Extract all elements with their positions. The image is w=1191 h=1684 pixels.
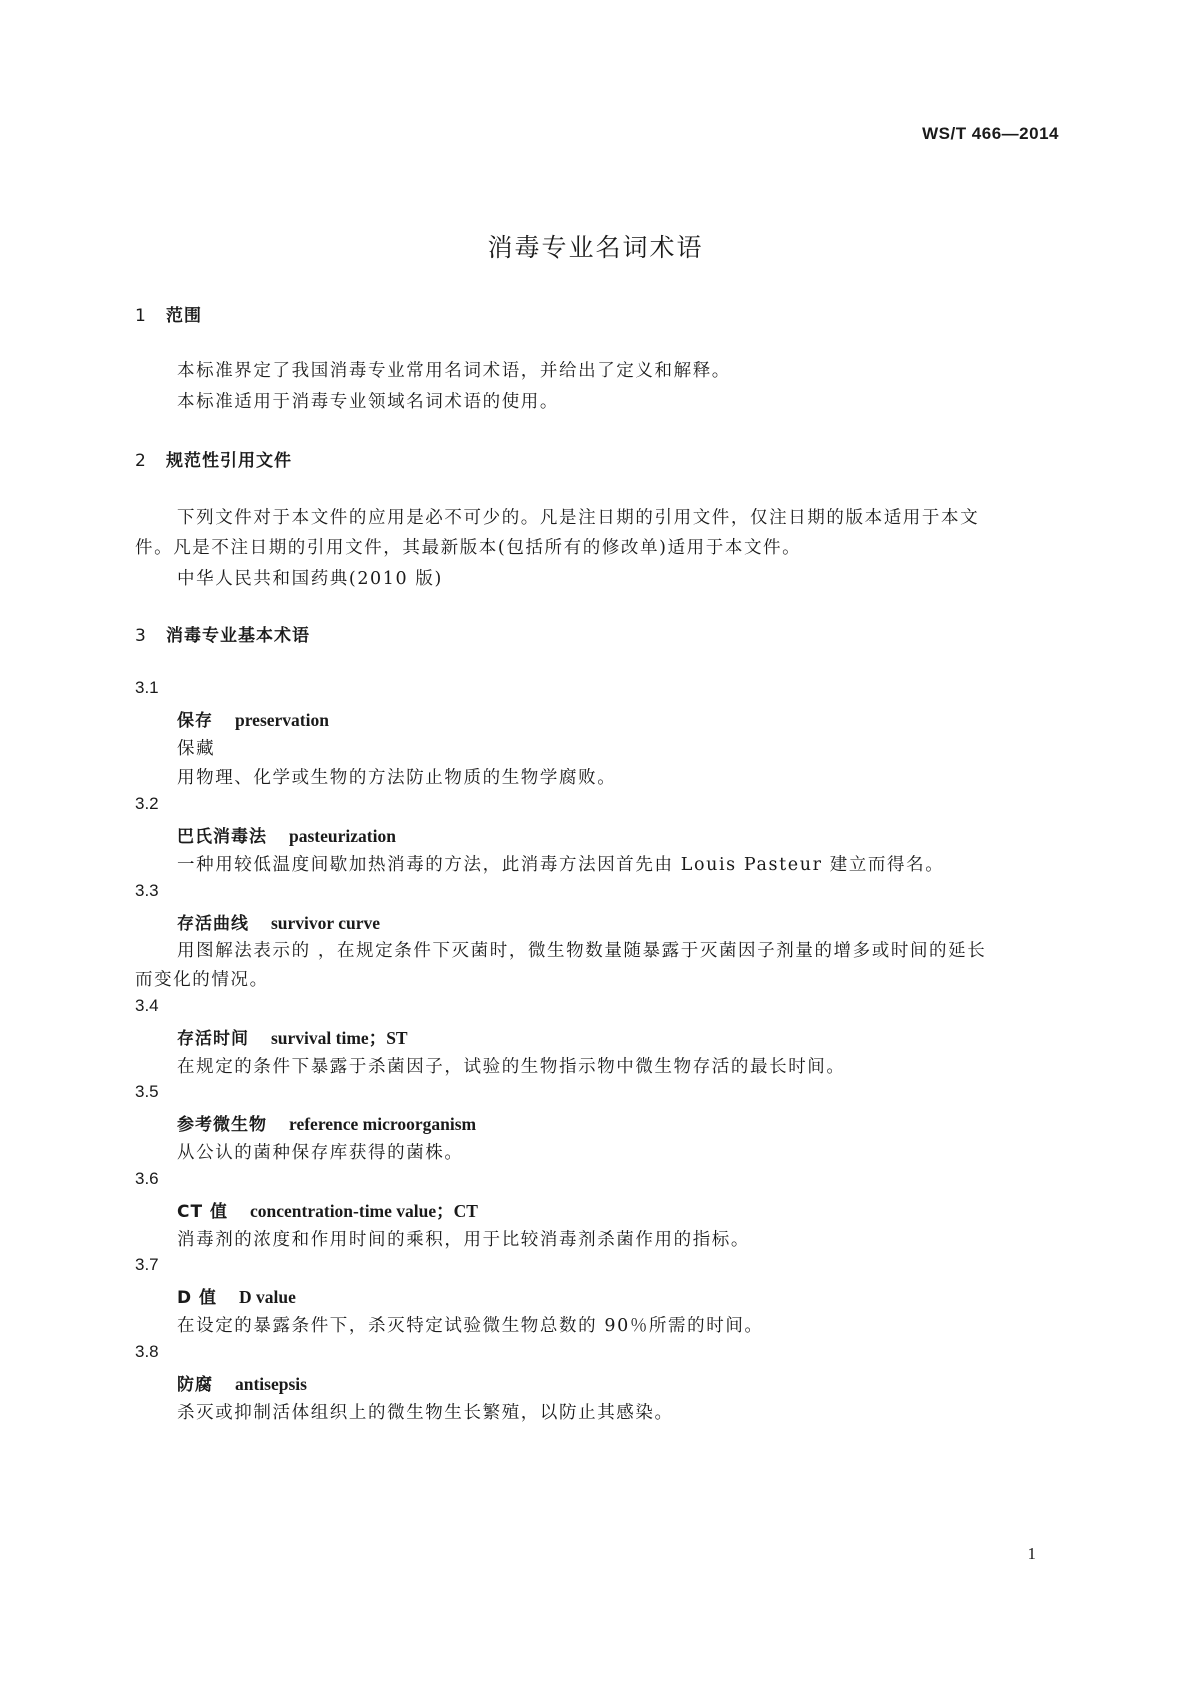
term-definition: 从公认的菌种保存库获得的菌株。 [177, 1143, 464, 1163]
section-2-heading [135, 446, 292, 471]
page-number: 1 [1027, 1544, 1036, 1563]
term-heading [177, 1370, 307, 1395]
term-definition: 用图解法表示的 ，在规定条件下灭菌时，微生物数量随暴露于灭菌因子剂量的增多或时间的延长 [177, 941, 987, 961]
term-chinese: CT 值 [177, 1202, 228, 1222]
term-definition: 杀灭或抑制活体组织上的微生物生长繁殖，以防止其感染。 [177, 1403, 674, 1423]
term-number: 3.8 [135, 1342, 159, 1361]
term-number: 3.2 [135, 794, 159, 813]
term-english: antisepsis [235, 1374, 307, 1394]
term-english: preservation [235, 710, 329, 730]
term-chinese: 参考微生物 [177, 1115, 267, 1135]
standard-number: WS/T 466—2014 [922, 124, 1059, 143]
section-number: 3 [135, 626, 147, 646]
term-definition-continuation: 而变化的情况。 [135, 970, 269, 990]
term-english: pasteurization [289, 826, 396, 846]
term-heading [177, 1024, 408, 1050]
term-definition: 在设定的暴露条件下，杀灭特定试验微生物总数的 90％所需的时间。 [177, 1316, 764, 1336]
paragraph: 本标准适用于消毒专业领域名词术语的使用。 [177, 392, 559, 412]
term-english: survival time；ST [271, 1028, 408, 1048]
paragraph: 本标准界定了我国消毒专业常用名词术语，并给出了定义和解释。 [177, 361, 731, 381]
term-definition: 用物理、化学或生物的方法防止物质的生物学腐败。 [177, 768, 617, 788]
term-english: D value [239, 1287, 296, 1307]
term-definition: 在规定的条件下暴露于杀菌因子，试验的生物指示物中微生物存活的最长时间。 [177, 1057, 846, 1077]
document-title: 消毒专业名词术语 [487, 233, 704, 262]
paragraph: 中华人民共和国药典(2010 版) [177, 569, 443, 589]
section-1-heading [135, 301, 202, 326]
term-chinese: 存活曲线 [177, 914, 249, 934]
term-chinese: 防腐 [177, 1375, 213, 1395]
term-chinese: 巴氏消毒法 [177, 827, 267, 847]
paragraph: 下列文件对于本文件的应用是必不可少的。凡是注日期的引用文件，仅注日期的版本适用于本文 [177, 508, 980, 528]
term-number: 3.7 [135, 1255, 159, 1274]
term-definition: 消毒剂的浓度和作用时间的乘积，用于比较消毒剂杀菌作用的指标。 [177, 1230, 750, 1250]
term-heading [177, 706, 329, 731]
section-title: 规范性引用文件 [166, 451, 292, 471]
section-title: 范围 [166, 306, 202, 326]
term-number: 3.6 [135, 1169, 159, 1188]
term-heading [177, 909, 380, 934]
term-number: 3.5 [135, 1082, 159, 1101]
term-english: survivor curve [271, 913, 381, 933]
section-number: 2 [135, 451, 147, 471]
term-heading [177, 1197, 478, 1223]
term-number: 3.3 [135, 881, 159, 900]
section-number: 1 [135, 306, 147, 326]
term-synonym: 保藏 [177, 739, 216, 759]
paragraph-continuation: 件。凡是不注日期的引用文件，其最新版本(包括所有的修改单)适用于本文件。 [135, 538, 802, 558]
section-title: 消毒专业基本术语 [166, 626, 310, 646]
term-chinese: 存活时间 [177, 1029, 249, 1049]
section-3-heading [135, 621, 310, 646]
term-heading [177, 1283, 296, 1308]
term-chinese: D 值 [177, 1288, 218, 1308]
term-definition: 一种用较低温度间歇加热消毒的方法，此消毒方法因首先由 Louis Pasteur 建立而得名。 [177, 855, 945, 875]
term-heading [177, 822, 396, 847]
term-number: 3.4 [135, 996, 159, 1015]
term-number: 3.1 [135, 678, 159, 697]
term-chinese: 保存 [177, 711, 213, 731]
term-english: reference microorganism [289, 1114, 477, 1134]
term-heading [177, 1110, 476, 1135]
term-english: concentration-time value；CT [250, 1201, 478, 1221]
